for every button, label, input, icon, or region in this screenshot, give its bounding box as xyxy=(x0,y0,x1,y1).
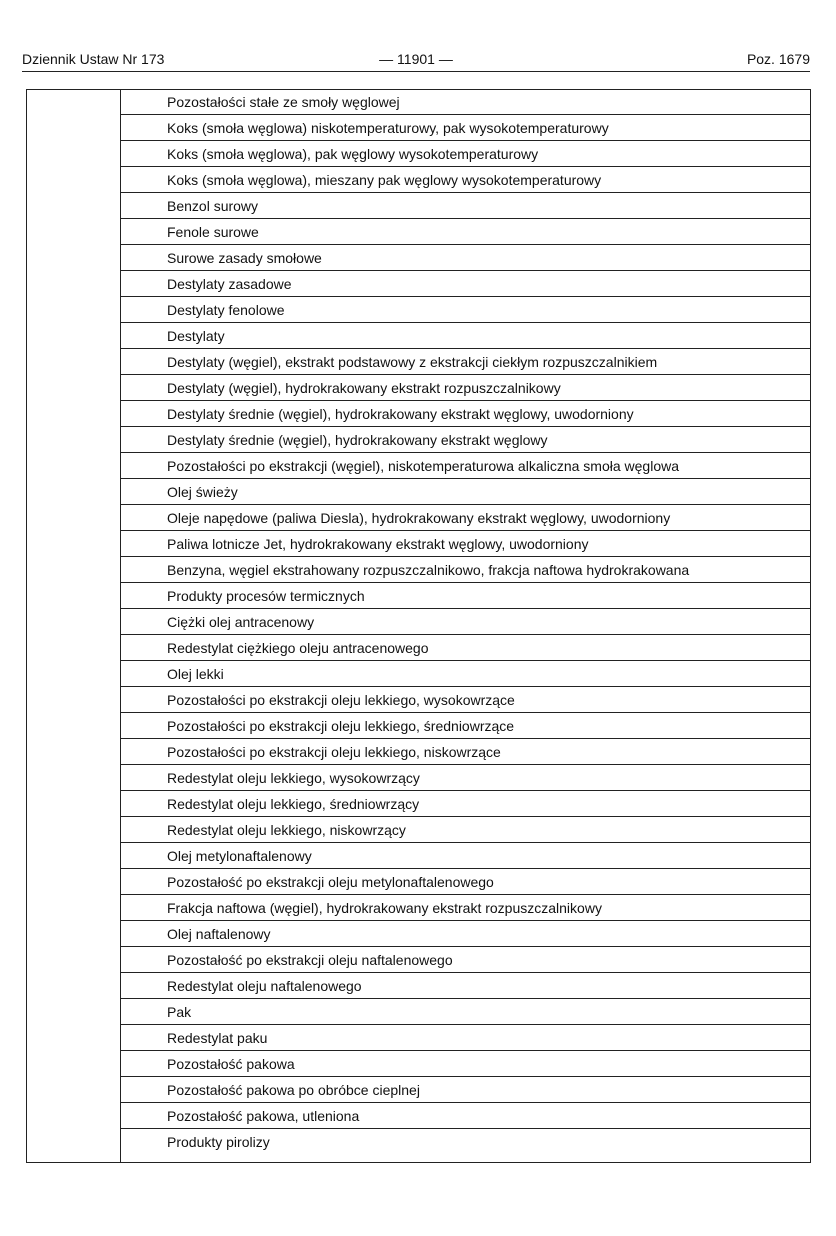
table-row: Koks (smoła węglowa) niskotemperaturowy, pak wysokotemperaturowy xyxy=(120,115,811,141)
table-row: Pozostałości po ekstrakcji oleju lekkiego, wysokowrzące xyxy=(120,687,811,713)
table-row: Pak xyxy=(120,999,811,1025)
table-row: Oleje napędowe (paliwa Diesla), hydrokrakowany ekstrakt węglowy, uwodorniony xyxy=(120,505,811,531)
table-row: Redestylat oleju naftalenowego xyxy=(120,973,811,999)
substance-list xyxy=(120,89,811,1154)
table-row: Pozostałości stałe ze smoły węglowej xyxy=(120,89,811,115)
table-row: Surowe zasady smołowe xyxy=(120,245,811,271)
table-row: Paliwa lotnicze Jet, hydrokrakowany ekstrakt węglowy, uwodorniony xyxy=(120,531,811,557)
page-number: — 11901 — xyxy=(379,51,453,67)
table-row: Produkty procesów termicznych xyxy=(120,583,811,609)
page-header xyxy=(22,49,810,72)
table-row: Pozostałość pakowa xyxy=(120,1051,811,1077)
table-row: Destylaty (węgiel), ekstrakt podstawowy z ekstrakcji ciekłym rozpuszczalnikiem xyxy=(120,349,811,375)
table-row: Fenole surowe xyxy=(120,219,811,245)
table-row: Koks (smoła węglowa), mieszany pak węglowy wysokotemperaturowy xyxy=(120,167,811,193)
table-row: Frakcja naftowa (węgiel), hydrokrakowany ekstrakt rozpuszczalnikowy xyxy=(120,895,811,921)
table-row: Redestylat paku xyxy=(120,1025,811,1051)
table-row: Pozostałość pakowa, utleniona xyxy=(120,1103,811,1129)
table-row: Destylaty (węgiel), hydrokrakowany ekstrakt rozpuszczalnikowy xyxy=(120,375,811,401)
table-row: Olej metylonaftalenowy xyxy=(120,843,811,869)
table-row: Destylaty średnie (węgiel), hydrokrakowany ekstrakt węglowy xyxy=(120,427,811,453)
table-row: Pozostałości po ekstrakcji (węgiel), niskotemperaturowa alkaliczna smoła węglowa xyxy=(120,453,811,479)
table-row: Redestylat ciężkiego oleju antracenowego xyxy=(120,635,811,661)
journal-title: Dziennik Ustaw Nr 173 xyxy=(22,51,165,67)
position-number: Poz. 1679 xyxy=(746,51,810,67)
table-row: Benzyna, węgiel ekstrahowany rozpuszczalnikowo, frakcja naftowa hydrokrakowana xyxy=(120,557,811,583)
table-row: Olej świeży xyxy=(120,479,811,505)
table-row: Pozostałość po ekstrakcji oleju naftalenowego xyxy=(120,947,811,973)
table-row: Redestylat oleju lekkiego, wysokowrzący xyxy=(120,765,811,791)
table-row: Destylaty xyxy=(120,323,811,349)
table-row: Ciężki olej antracenowy xyxy=(120,609,811,635)
table-row: Pozostałości po ekstrakcji oleju lekkiego, niskowrzące xyxy=(120,739,811,765)
table-row: Pozostałość pakowa po obróbce cieplnej xyxy=(120,1077,811,1103)
table-row: Destylaty fenolowe xyxy=(120,297,811,323)
table-row: Redestylat oleju lekkiego, niskowrzący xyxy=(120,817,811,843)
table-row: Koks (smoła węglowa), pak węglowy wysokotemperaturowy xyxy=(120,141,811,167)
table-row: Redestylat oleju lekkiego, średniowrzący xyxy=(120,791,811,817)
table-row: Pozostałości po ekstrakcji oleju lekkiego, średniowrzące xyxy=(120,713,811,739)
table-row: Olej lekki xyxy=(120,661,811,687)
table-row: Pozostałość po ekstrakcji oleju metylonaftalenowego xyxy=(120,869,811,895)
table-row: Destylaty średnie (węgiel), hydrokrakowany ekstrakt węglowy, uwodorniony xyxy=(120,401,811,427)
table-row: Olej naftalenowy xyxy=(120,921,811,947)
table-row: Destylaty zasadowe xyxy=(120,271,811,297)
table-row: Produkty pirolizy xyxy=(167,1134,270,1150)
table-row: Benzol surowy xyxy=(120,193,811,219)
